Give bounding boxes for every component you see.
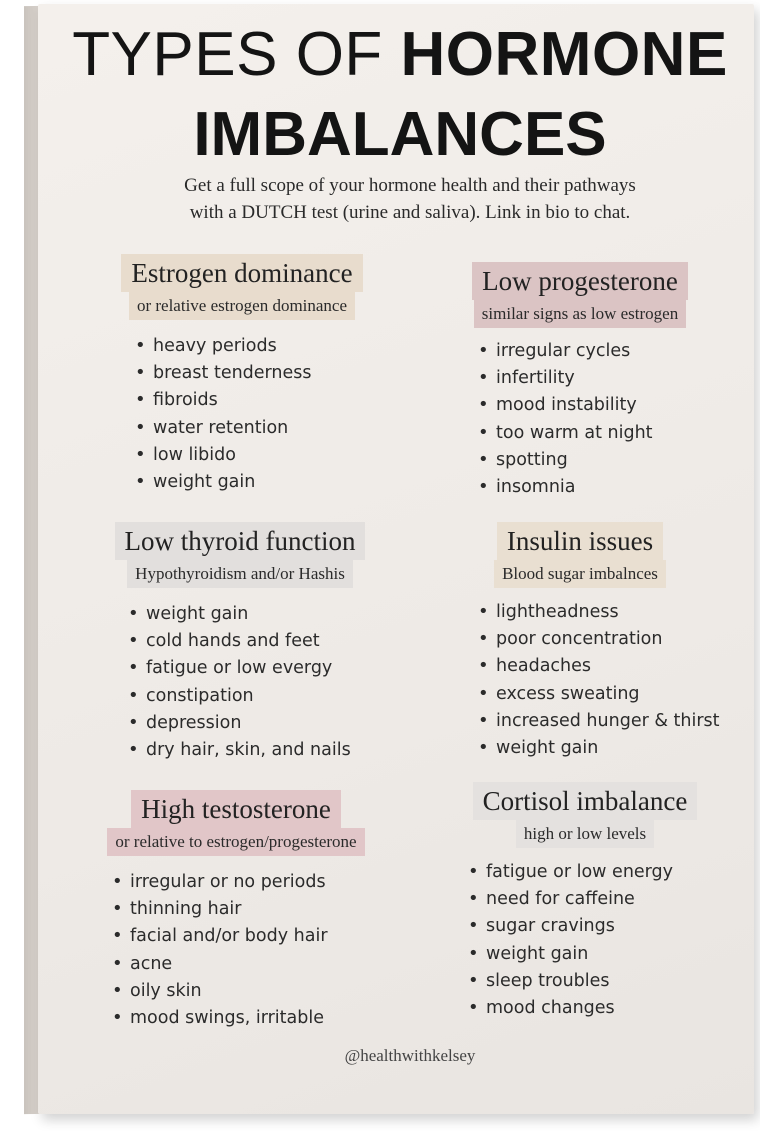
section-subheading: similar signs as low estrogen — [474, 300, 686, 328]
section-high-testosterone — [66, 790, 406, 856]
author-handle: @healthwithkelsey — [344, 1046, 476, 1065]
list-item: • water retention — [135, 414, 312, 441]
section-low-thyroid — [90, 522, 390, 588]
symptom-list-insulin — [478, 598, 720, 761]
title-bold-text: HORMONE — [400, 20, 728, 89]
section-heading: High testosterone — [131, 790, 341, 828]
list-item: • fatigue or low energy — [468, 858, 673, 885]
section-insulin-issues — [440, 522, 720, 588]
section-cortisol-imbalance — [455, 782, 715, 848]
section-subheading: Blood sugar imbalnces — [494, 560, 666, 588]
list-item: • fibroids — [135, 386, 312, 413]
section-heading: Low thyroid function — [115, 522, 366, 560]
list-item: • mood changes — [468, 994, 673, 1021]
section-subheading: or relative estrogen dominance — [129, 292, 355, 320]
list-item: • need for caffeine — [468, 885, 673, 912]
list-item: • poor concentration — [478, 625, 720, 652]
section-low-progesterone — [440, 262, 720, 328]
list-item: • constipation — [128, 682, 351, 709]
page-title-line-1 — [0, 20, 760, 89]
list-item: • increased hunger & thirst — [478, 707, 720, 734]
list-item: • heavy periods — [135, 332, 312, 359]
section-heading: Low progesterone — [472, 262, 688, 300]
list-item: • oily skin — [112, 977, 328, 1004]
list-item: • low libido — [135, 441, 312, 468]
list-item: • depression — [128, 709, 351, 736]
list-item: • infertility — [478, 364, 653, 391]
list-item: • mood instability — [478, 391, 653, 418]
list-item: • irregular or no periods — [112, 868, 328, 895]
list-item: • facial and/or body hair — [112, 922, 328, 949]
section-subheading: Hypothyroidism and/or Hashis — [127, 560, 353, 588]
list-item: • weight gain — [135, 468, 312, 495]
list-item: • weight gain — [128, 600, 351, 627]
section-heading: Insulin issues — [497, 522, 663, 560]
section-heading: Estrogen dominance — [121, 254, 362, 292]
section-subheading: high or low levels — [516, 820, 654, 848]
list-item: • sleep troubles — [468, 967, 673, 994]
list-item: • sugar cravings — [468, 912, 673, 939]
section-subheading: or relative to estrogen/progesterone — [107, 828, 364, 856]
section-heading: Cortisol imbalance — [473, 782, 698, 820]
list-item: • breast tenderness — [135, 359, 312, 386]
list-item: • excess sweating — [478, 680, 720, 707]
list-item: • weight gain — [468, 940, 673, 967]
list-item: • irregular cycles — [478, 337, 653, 364]
list-item: • acne — [112, 950, 328, 977]
list-item: • headaches — [478, 652, 720, 679]
symptom-list-thyroid — [128, 600, 351, 763]
symptom-list-progesterone — [478, 337, 653, 500]
page-title-line-2: IMBALANCES — [193, 100, 607, 169]
subtitle-line-2: with a DUTCH test (urine and saliva). Link in bio to chat. — [189, 202, 631, 223]
subtitle-line-1: Get a full scope of your hormone health and their pathways — [184, 175, 636, 196]
list-item: • lightheadness — [478, 598, 720, 625]
list-item: • dry hair, skin, and nails — [128, 736, 351, 763]
symptom-list-testosterone — [112, 868, 328, 1031]
symptom-list-cortisol — [468, 858, 673, 1021]
subtitle — [100, 172, 720, 226]
list-item: • thinning hair — [112, 895, 328, 922]
symptom-list-estrogen — [135, 332, 312, 495]
list-item: • too warm at night — [478, 419, 653, 446]
list-item: • mood swings, irritable — [112, 1004, 328, 1031]
section-estrogen-dominance — [92, 254, 392, 320]
list-item: • insomnia — [478, 473, 653, 500]
list-item: • spotting — [478, 446, 653, 473]
title-light-text: TYPES OF — [72, 20, 401, 89]
list-item: • cold hands and feet — [128, 627, 351, 654]
list-item: • weight gain — [478, 734, 720, 761]
list-item: • fatigue or low evergy — [128, 654, 351, 681]
